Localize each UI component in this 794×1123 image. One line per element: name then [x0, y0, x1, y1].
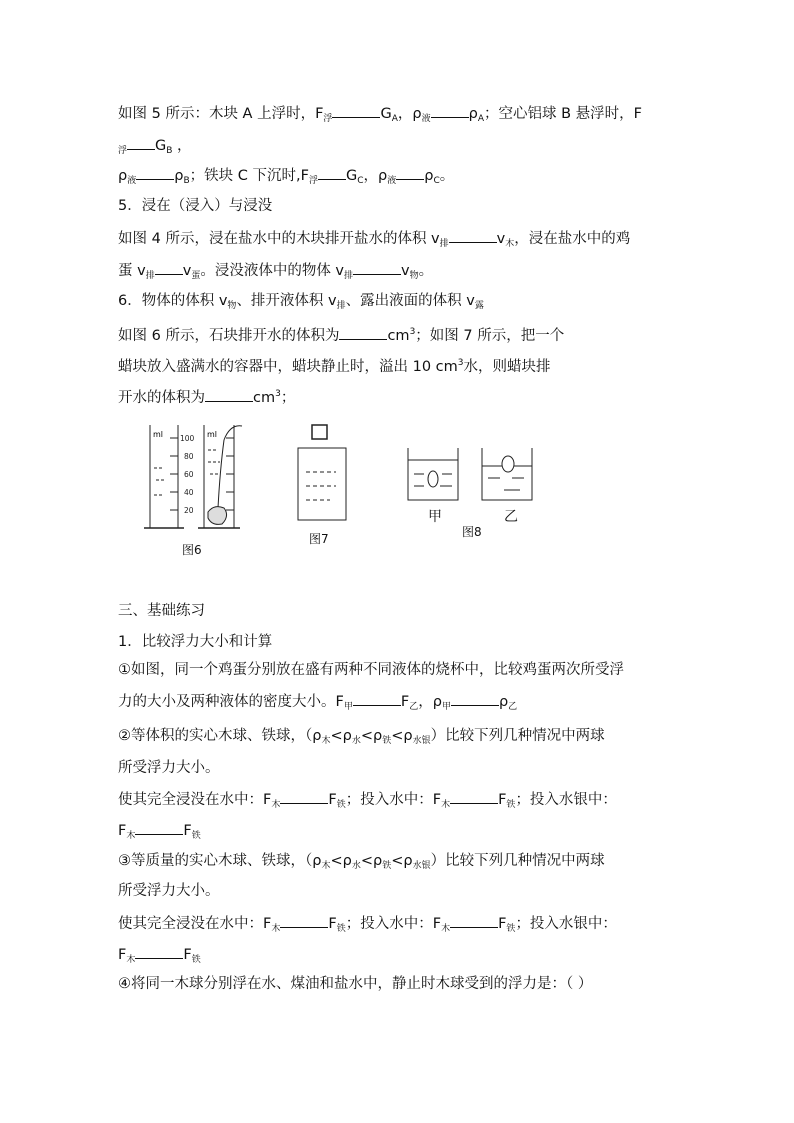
text-line	[118, 974, 592, 994]
subscript: 排	[439, 239, 449, 249]
text-segment: ，ρ	[418, 694, 442, 710]
text-segment: 。	[439, 168, 455, 184]
text-segment: ；如图 7 所示，把一个	[415, 327, 565, 344]
heading-text: 、露出液面的体积 v	[345, 293, 475, 309]
text-segment: v	[496, 231, 506, 247]
answer-blank[interactable]	[449, 228, 497, 243]
subscript: 浮	[323, 114, 333, 124]
text-segment: 蛋 v	[118, 263, 146, 279]
heading-text: 5．浸在（浸入）与浸没	[118, 198, 273, 214]
subscript: 铁	[191, 955, 201, 965]
unit-label: ml	[207, 430, 218, 439]
subscript: 液	[387, 176, 397, 186]
answer-blank[interactable]	[135, 820, 183, 835]
text-segment: 。	[418, 263, 434, 279]
subscript: 甲	[343, 702, 353, 712]
text-segment: ；铁块 C 下沉时,F	[189, 168, 309, 184]
text-segment: <ρ	[391, 853, 413, 869]
answer-blank[interactable]	[136, 165, 174, 180]
superscript: 3	[409, 327, 416, 337]
text-segment: 如图 6 所示，石块排开水的体积为	[118, 327, 340, 344]
text-line	[118, 165, 454, 191]
text-segment: ，ρ	[363, 168, 388, 184]
text-segment: ，ρ	[397, 106, 422, 122]
answer-blank[interactable]	[353, 691, 401, 706]
text-line	[118, 135, 192, 161]
text-segment: F	[498, 916, 507, 932]
scale-label: 20	[184, 506, 194, 515]
text-line	[118, 789, 617, 815]
text-line	[118, 103, 642, 129]
subscript: 乙	[508, 702, 518, 712]
answer-blank[interactable]	[127, 135, 155, 150]
figure-7-container	[294, 424, 354, 524]
answer-blank[interactable]	[205, 387, 253, 402]
text-segment: <ρ	[330, 728, 352, 744]
text-segment: ρ	[468, 106, 478, 122]
subscript: 水	[351, 861, 361, 871]
subscript: 水银	[412, 861, 431, 871]
subscript: B	[183, 176, 190, 186]
text-line	[118, 881, 220, 901]
subscript: 浮	[308, 176, 318, 186]
section-heading	[118, 291, 484, 316]
text-segment: ④将同一木球分别浮在水、煤油和盐水中，静止时木球受到的浮力是：（ ）	[118, 976, 593, 992]
text-segment: G	[155, 138, 167, 154]
text-segment: 所受浮力大小。	[118, 760, 220, 776]
text-line	[118, 228, 630, 254]
scale-label: 100	[180, 434, 195, 443]
subscript: 乙	[409, 702, 419, 712]
subscript: 木	[505, 239, 515, 249]
text-line	[118, 726, 605, 751]
subscript: 木	[441, 800, 451, 810]
subscript: 露	[474, 301, 484, 311]
text-segment: F	[328, 792, 337, 808]
subscript: 甲	[441, 702, 451, 712]
answer-blank[interactable]	[339, 325, 387, 340]
figure-8-caption: 图8	[462, 525, 482, 539]
text-segment: F	[118, 823, 127, 839]
subscript: 物	[227, 301, 237, 311]
text-segment: ③等质量的实心木球、铁球，（ρ	[118, 853, 322, 869]
text-segment: ，	[172, 138, 192, 154]
text-segment: cm	[253, 389, 276, 406]
text-segment: 蜡块放入盛满水的容器中，蜡块静止时，溢出 10 cm	[118, 358, 458, 375]
text-segment: 如图 4 所示，浸在盐水中的木块排开盐水的体积 v	[118, 231, 440, 247]
subscript: A	[477, 114, 484, 124]
figure-8-label-yi: 乙	[504, 509, 518, 525]
subscript: 水银	[412, 736, 431, 746]
text-line	[118, 260, 433, 286]
text-segment: 力的大小及两种液体的密度大小。F	[118, 694, 344, 710]
text-segment: F	[183, 823, 192, 839]
figure-7-caption: 图7	[309, 532, 329, 546]
text-segment: G	[345, 168, 358, 184]
subscript: 排	[336, 301, 346, 311]
figure-6-graduated-cylinders	[144, 420, 249, 535]
text-segment: 所受浮力大小。	[118, 883, 220, 899]
subscript: 木	[126, 955, 136, 965]
text-segment: ）比较下列几种情况中两球	[430, 728, 605, 744]
subscript: 铁	[382, 736, 392, 746]
heading-text: 1．比较浮力大小和计算	[118, 634, 273, 650]
text-line	[118, 851, 605, 876]
subscript: 水	[351, 736, 361, 746]
text-segment: ；空心铝球 B 悬浮时，F	[483, 106, 642, 122]
text-segment: F	[328, 916, 337, 932]
text-line	[118, 384, 295, 408]
subscript: 物	[409, 271, 419, 281]
answer-blank[interactable]	[396, 165, 424, 180]
text-segment: v	[401, 263, 410, 279]
text-segment: F	[498, 792, 507, 808]
text-line	[118, 353, 551, 377]
text-line	[118, 913, 617, 939]
text-line	[118, 758, 220, 778]
text-segment: <ρ	[330, 853, 352, 869]
subscript: 木	[271, 924, 281, 934]
scale-label: 40	[184, 488, 194, 497]
text-segment: 使其完全浸没在水中：F	[118, 916, 272, 932]
text-segment: ρ	[424, 168, 434, 184]
heading-text: 、排开液体积 v	[236, 293, 337, 309]
subscript: 铁	[336, 800, 346, 810]
subscript: 木	[126, 831, 136, 841]
scale-label: 80	[184, 452, 194, 461]
unit-label: ml	[153, 430, 164, 439]
text-segment: <ρ	[360, 728, 383, 744]
question-heading	[118, 632, 272, 652]
answer-blank[interactable]	[280, 789, 328, 804]
text-segment: ；投入水银中：	[515, 916, 617, 932]
text-segment: ）比较下列几种情况中两球	[430, 853, 605, 869]
text-segment: v	[182, 263, 192, 279]
text-segment: 如图 5 所示：木块 A 上浮时，F	[118, 106, 324, 122]
text-segment: 。浸没液体中的物体 v	[200, 263, 345, 279]
answer-blank[interactable]	[332, 103, 380, 118]
subscript: 铁	[191, 831, 201, 841]
text-segment: 水，则蜡块排	[463, 358, 551, 375]
answer-blank[interactable]	[450, 913, 498, 928]
answer-blank[interactable]	[451, 691, 499, 706]
subscript: 液	[421, 114, 431, 124]
answer-blank[interactable]	[155, 260, 183, 275]
subscript: 木	[321, 861, 331, 871]
figure-8-beakers	[404, 444, 536, 504]
subscript: 铁	[336, 924, 346, 934]
text-segment: <ρ	[360, 853, 383, 869]
subscript: 排	[145, 271, 155, 281]
scale-label: 60	[184, 470, 194, 479]
text-segment: F	[183, 947, 192, 963]
answer-blank[interactable]	[431, 103, 469, 118]
text-segment: ；投入水中：F	[345, 916, 442, 932]
answer-blank[interactable]	[135, 944, 183, 959]
subscript: 铁	[382, 861, 392, 871]
heading-text: 三、基础练习	[118, 603, 205, 619]
subscript: 木	[321, 736, 331, 746]
heading-text: 6．物体的体积 v	[118, 293, 228, 309]
text-line	[118, 691, 517, 717]
figure-8-label-jia: 甲	[428, 509, 442, 525]
text-segment: ；投入水中：F	[345, 792, 442, 808]
subscript: B	[166, 146, 173, 156]
answer-blank[interactable]	[450, 789, 498, 804]
superscript: 3	[275, 389, 281, 399]
section-heading	[118, 196, 272, 216]
text-segment: ρ	[174, 168, 184, 184]
subscript: 液	[127, 176, 137, 186]
text-line	[118, 322, 564, 346]
text-segment: 使其完全浸没在水中：F	[118, 792, 272, 808]
subscript: A	[391, 114, 398, 124]
section-heading	[118, 601, 205, 621]
subscript: C	[357, 176, 364, 186]
answer-blank[interactable]	[318, 165, 346, 180]
text-segment: 开水的体积为	[118, 389, 205, 406]
subscript: 木	[271, 800, 281, 810]
text-segment: ；	[280, 389, 296, 406]
text-segment: <ρ	[391, 728, 413, 744]
text-segment: cm	[387, 327, 410, 344]
subscript: C	[433, 176, 440, 186]
text-line	[118, 944, 201, 970]
text-segment: ρ	[498, 694, 509, 710]
text-segment: ，浸在盐水中的鸡	[514, 231, 631, 247]
text-segment: F	[400, 694, 410, 710]
subscript: 蛋	[191, 271, 201, 281]
superscript: 3	[457, 358, 464, 368]
subscript: 排	[344, 271, 354, 281]
text-segment: ②等体积的实心木球、铁球，（ρ	[118, 728, 322, 744]
text-segment: ρ	[118, 168, 128, 184]
text-segment: ；投入水银中：	[515, 792, 617, 808]
text-line	[118, 820, 201, 846]
subscript: 铁	[506, 924, 516, 934]
answer-blank[interactable]	[353, 260, 401, 275]
text-segment: G	[380, 106, 392, 122]
answer-blank[interactable]	[280, 913, 328, 928]
subscript: 木	[441, 924, 451, 934]
text-segment: ①如图，同一个鸡蛋分别放在盛有两种不同液体的烧杯中，比较鸡蛋两次所受浮	[118, 662, 624, 678]
text-line	[118, 660, 624, 680]
figure-6-caption: 图6	[182, 543, 202, 557]
text-segment: F	[118, 947, 127, 963]
subscript: 铁	[506, 800, 516, 810]
subscript: 浮	[118, 146, 128, 156]
